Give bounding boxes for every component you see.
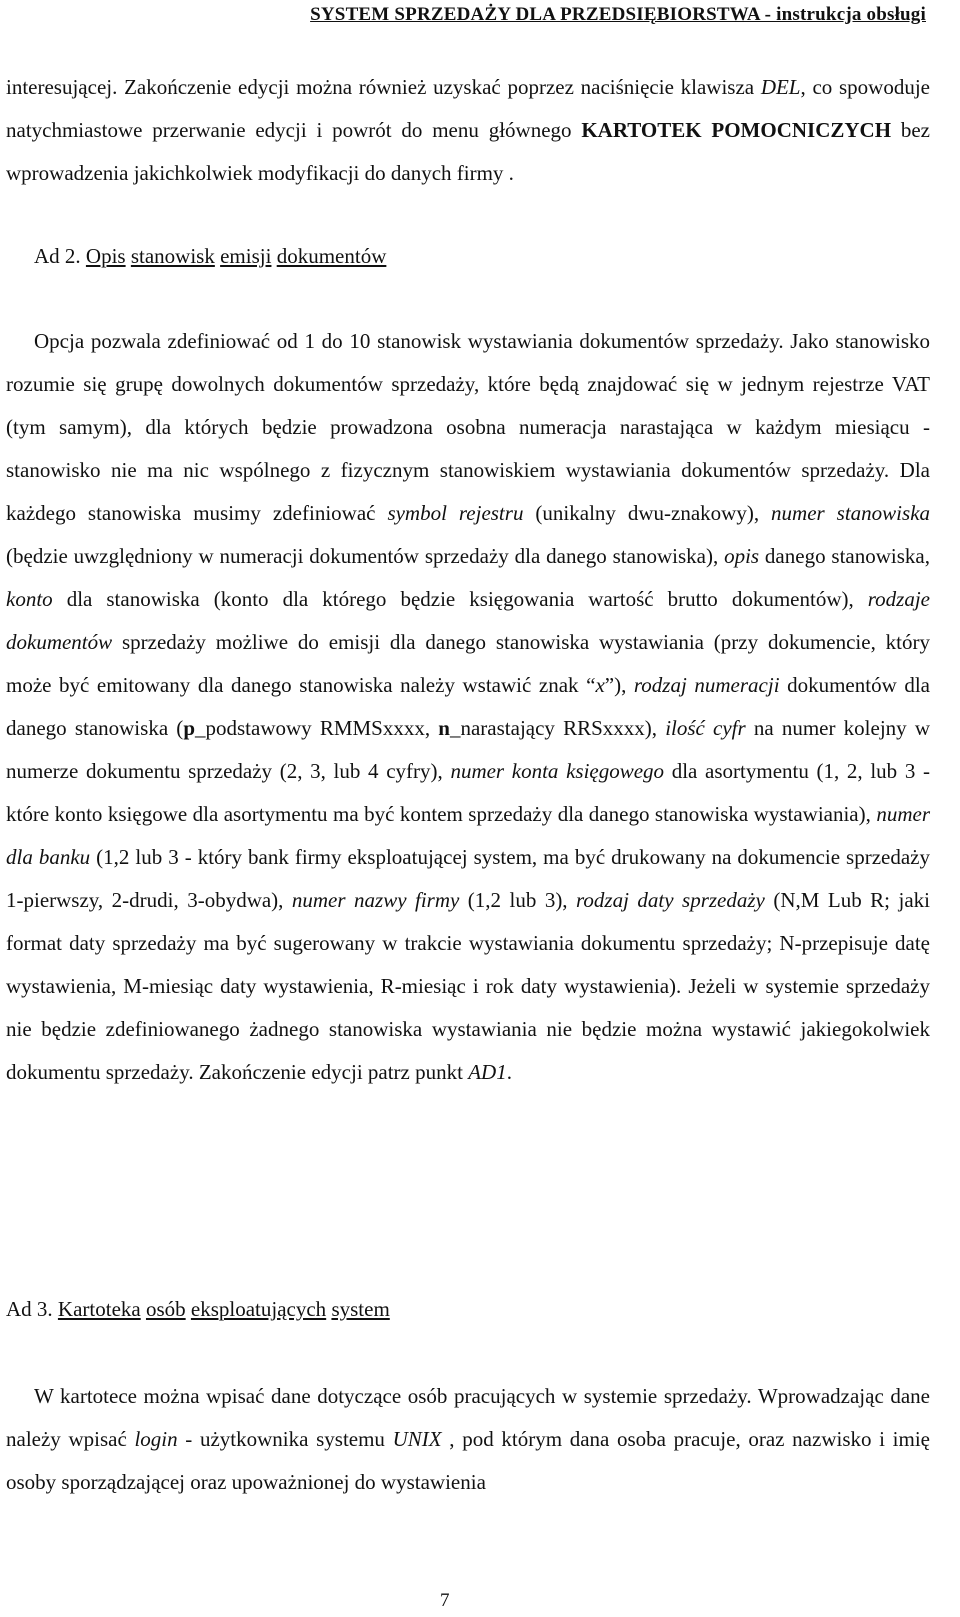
key-del: DEL [760,75,801,99]
term: UNIX [392,1427,442,1451]
text: sprzedaży możliwe do emisji dla danego stanowiska wystawiania (przy dokumencie, który może być emitowany dla danego stanowiska należy wstawić znak “ [6,630,930,697]
paragraph-kartoteka-osob [6,1375,930,1504]
term: numer stanowiska [771,501,931,525]
term: numer nazwy firmy [291,888,460,912]
text: danego stanowiska, [759,544,931,568]
text: (będzie uwzględniony w numeracji dokumentów sprzedaży dla danego stanowiska), [6,544,725,568]
text: dla stanowiska (konto dla którego będzie księgowania wartość brutto dokumentów), [52,587,868,611]
code-letter: p [183,716,195,740]
heading-prefix: Ad 3. [6,1297,53,1321]
heading-word: emisji [220,244,272,268]
heading-word: eksploatujących [190,1297,327,1321]
text: (unikalny dwu-znakowy), [523,501,772,525]
text: dokumentów dla danego stanowiska ( [6,673,930,740]
text: bez wprowadzenia jakichkolwiek modyfikacji do danych firmy . [6,118,930,185]
term: AD1 [468,1060,507,1084]
text: dla asortymentu (1, 2, lub 3 - które konto księgowe dla asortymentu ma być kontem sprzedaży dla danego stanowiska wystawiania), [6,759,931,826]
running-header: SYSTEM SPRZEDAŻY DLA PRZEDSIĘBIORSTWA - instrukcja obsługi [310,4,926,25]
section-heading-ad2 [34,244,386,269]
text: (N,M Lub R; jaki format daty sprzedaży ma być sugerowany w trakcie wystawiania dokumentu sprzedaży; N-przepisuje datę wystawienia, M-miesiąc daty wystawienia, R-miesiąc i rok daty wystawienia). Jeżeli w systemie sprzedaży nie będzie zdefiniowanego żadnego stanowiska wystawiania nie będzie można wystawić jakiegokolwiek dokumentu sprzedaży. Zakończenie edycji patrz punkt [6,888,930,1084]
term: rodzaje dokumentów [6,587,930,654]
text: _podstawowy RMMSxxxx, [195,716,439,740]
text: ”), [604,673,634,697]
text: , co spowoduje natychmiastowe przerwanie edycji i powrót do menu głównego [6,75,930,142]
text: (1,2 lub 3 - który bank firmy eksploatującej system, ma być drukowany na dokumencie sprzedaży 1-pierwszy, 2-drudi, 3-obydwa), [6,845,930,912]
text: , pod którym dana osoba pracuje, oraz nazwisko i imię osoby sporządzającej oraz upoważnionej do wystawienia [6,1427,930,1494]
term: konto [6,587,53,611]
text: W kartotece można wpisać dane dotyczące osób pracujących w systemie sprzedaży. Wprowadzając dane należy wpisać [6,1384,930,1451]
term: opis [724,544,760,568]
heading-word: stanowisk [130,244,215,268]
heading-prefix: Ad 2. [34,244,81,268]
term: login [134,1427,178,1451]
heading-word: osób [145,1297,186,1321]
paragraph-edit-end [6,66,930,195]
menu-name: KARTOTEK POMOCNICZYCH [581,118,892,142]
term: ilość cyfr [665,716,746,740]
heading-word: Opis [85,244,126,268]
page-number: 7 [440,1590,450,1611]
term: symbol rejestru [387,501,524,525]
text: Opcja pozwala zdefiniować od 1 do 10 stanowisk wystawiania dokumentów sprzedaży. Jako stanowisko rozumie się grupę dowolnych dokumentów sprzedaży, które będą znajdować się w jednym rejestrze VAT (tym samym), dla których będzie prowadzona osobna numeracja narastająca w każdym miesiącu - stanowisko nie ma nic wspólnego z fizycznym stanowiskiem wystawiania dokumentów sprzedaży. Dla każdego stanowiska musimy zdefiniować [6,329,930,525]
term: rodzaj numeracji [633,673,780,697]
term: rodzaj daty sprzedaży [576,888,765,912]
text: - użytkownika systemu [177,1427,393,1451]
text: _narastający RRSxxxx), [449,716,666,740]
code-letter: n [438,716,450,740]
text: interesującej. Zakończenie edycji można również uzyskać poprzez naciśnięcie klawisza [6,75,761,99]
text: . [506,1060,512,1084]
heading-word: Kartoteka [57,1297,141,1321]
term: numer dla banku [6,802,930,869]
text: (1,2 lub 3), [459,888,577,912]
term: x [595,673,605,697]
term: numer konta księgowego [450,759,665,783]
section-heading-ad3 [6,1297,390,1322]
heading-word: system [331,1297,390,1321]
paragraph-stanowiska [6,320,930,1094]
heading-word: dokumentów [276,244,387,268]
text: na numer kolejny w numerze dokumentu sprzedaży (2, 3, lub 4 cyfry), [6,716,930,783]
